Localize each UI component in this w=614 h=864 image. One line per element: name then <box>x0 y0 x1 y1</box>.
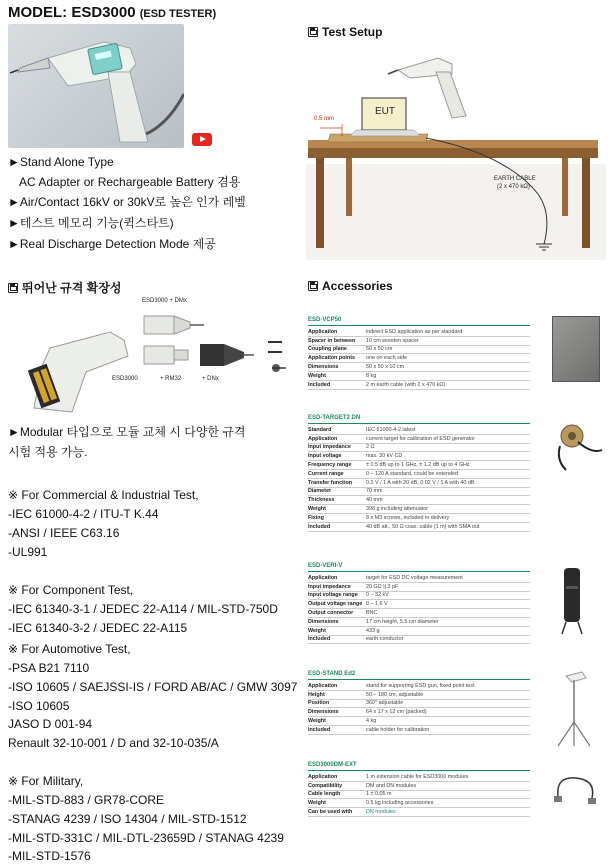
spec-value: 8 kg <box>366 372 377 379</box>
table-row <box>308 435 530 444</box>
table-row <box>308 496 530 505</box>
spec-value: DM and DN modules <box>366 782 417 789</box>
stand-image <box>552 666 596 748</box>
dnx-label: + DNx <box>202 376 219 382</box>
spec-key: Dimensions <box>308 709 339 716</box>
model-name: MODEL: ESD3000 <box>8 4 136 21</box>
spec-key: Input impedance <box>308 583 351 590</box>
spec-key: Included <box>308 726 331 733</box>
spec-value: cable holder for calibration <box>366 726 430 733</box>
rm32-label: + RM32 <box>160 376 182 382</box>
table-row <box>308 488 530 497</box>
spec-key: Input impedance <box>308 444 351 451</box>
module-diagram <box>20 296 290 414</box>
modular-line: 시험 적용 가능. <box>8 445 88 459</box>
spec-value: 4 kg <box>366 718 377 725</box>
gap-label: 0.5 mm <box>314 116 335 122</box>
esd3000-label: ESD3000 <box>112 376 138 382</box>
spec-value: current target for calibration of ESD generator <box>366 435 476 442</box>
spec-value: target for ESD DC voltage measurement <box>366 574 463 581</box>
accessory-name: ESD-VERI-V <box>308 563 530 572</box>
spec-value: 17 cm height, 5.5 cm diameter <box>366 618 439 625</box>
cable-drawing <box>552 770 602 806</box>
standard-line: -ISO 10605 <box>8 699 70 713</box>
extension-cable-image <box>552 770 602 806</box>
spec-key: Application <box>308 682 338 689</box>
table-row <box>308 452 530 461</box>
spec-value: 1 m extension cable for ESD3000 modules <box>366 773 469 780</box>
spec-value: BNC <box>366 610 378 617</box>
spec-key: Input voltage <box>308 453 342 460</box>
table-row <box>308 618 530 627</box>
spec-key: Included <box>308 523 331 530</box>
spec-value: 10 cm wooden spacer <box>366 337 419 344</box>
table-row <box>308 600 530 609</box>
standard-line: JASO D 001-94 <box>8 717 93 731</box>
spec-value: 2 m earth cable (with 2 x 470 kΩ) <box>366 381 446 388</box>
feature-line: AC Adapter or Rechargeable Battery 겸용 <box>19 175 241 189</box>
spec-key: Position <box>308 700 330 707</box>
spec-value: 398 g including attenuator <box>366 506 429 513</box>
table-row <box>308 773 530 782</box>
feature-line: ►Stand Alone Type <box>8 155 114 169</box>
table-row <box>308 372 530 381</box>
feature-line: ►Air/Contact 16kV or 30kV로 높은 인가 레벨 <box>8 195 246 209</box>
standard-line: -MIL-STD-331C / MIL-DTL-23659D / STANAG 4239 <box>8 831 284 845</box>
accessory-table-stand <box>308 671 530 735</box>
table-row <box>308 354 530 363</box>
spec-value: 8 x M3 screws, included in delivery <box>366 514 450 521</box>
standard-line: -IEC 61340-3-1 / JEDEC 22-A114 / MIL-STD-750D <box>8 602 278 616</box>
table-row <box>308 726 530 735</box>
accessory-table-ext-cable <box>308 762 530 817</box>
dmx-label: ESD3000 + DMx <box>142 298 187 304</box>
coupling-plane-image <box>552 316 600 382</box>
target-drawing <box>552 420 606 474</box>
table-row <box>308 514 530 523</box>
modular-line: ►Modular 타입으로 모듈 교체 시 다양한 규격 <box>8 425 246 439</box>
floppy-disk-icon <box>8 283 18 293</box>
spec-key: Cable length <box>308 791 341 798</box>
spec-key: Application <box>308 773 338 780</box>
table-row <box>308 470 530 479</box>
table-row <box>308 346 530 355</box>
spec-key: Input voltage range <box>308 592 358 599</box>
table-row <box>308 328 530 337</box>
spec-key: Dimensions <box>308 618 339 625</box>
spec-key: Height <box>308 691 325 698</box>
spec-key: Weight <box>308 800 326 807</box>
youtube-play-icon[interactable] <box>192 133 212 146</box>
spec-value: 0.5 kg including accessories <box>366 800 434 807</box>
spec-key: Compatibility <box>308 782 343 789</box>
spec-value: 0 – 1.6 V <box>366 601 388 608</box>
standard-line: ※ For Military, <box>8 774 84 788</box>
voltage-target-image <box>552 566 592 638</box>
floppy-disk-icon <box>308 281 318 291</box>
table-row <box>308 700 530 709</box>
table-row <box>308 808 530 817</box>
spec-value: max. 30 kV CD <box>366 453 403 460</box>
table-row <box>308 708 530 717</box>
spec-value: DN modules <box>366 809 396 816</box>
spec-value: 40 dB att., 50 Ω coax. cable (1 m) with SMA out <box>366 523 480 530</box>
spec-key: Output connector <box>308 610 354 617</box>
feature-line: ►테스트 메모리 기능(퀵스타트) <box>8 216 174 230</box>
spec-value: 2 Ω <box>366 444 375 451</box>
spec-value: 50 x 50 cm <box>366 346 393 353</box>
spec-key: Application <box>308 574 338 581</box>
spec-key: Frequency range <box>308 462 352 469</box>
spec-key: Spacer in between <box>308 337 356 344</box>
accessory-table-veri-v <box>308 563 530 644</box>
test-setup-diagram <box>306 44 606 260</box>
esd-gun-image <box>8 24 184 148</box>
spec-value: one on each side <box>366 355 408 362</box>
standard-line: ※ For Commercial & Industrial Test, <box>8 488 199 502</box>
section-heading-accessories <box>308 279 393 293</box>
accessory-name: ESD-STAND Ed2 <box>308 671 530 680</box>
spec-key: Thickness <box>308 497 335 504</box>
table-row <box>308 627 530 636</box>
spec-value: 433 g <box>366 627 380 634</box>
table-row <box>308 381 530 390</box>
spec-key: Weight <box>308 372 326 379</box>
table-row <box>308 479 530 488</box>
accessory-name: ESD3000DM-EXT <box>308 762 530 771</box>
standard-line: ※ For Automotive Test, <box>8 642 131 656</box>
accessory-table-vcp50 <box>308 317 530 390</box>
spec-value: ± 0.5 dB up to 1 GHz, ± 1.2 dB up to 4 GHz <box>366 462 470 469</box>
spec-key: Included <box>308 381 331 388</box>
standard-line: -STANAG 4239 / ISO 14304 / MIL-STD-1512 <box>8 812 247 826</box>
spec-value: IEC 61000-4-2 latest <box>366 426 416 433</box>
standard-line: ※ For Component Test, <box>8 583 134 597</box>
standard-line: -ISO 10605 / SAEJSSI-IS / FORD AB/AC / GMW 3097 <box>8 680 298 694</box>
table-row <box>308 682 530 691</box>
spec-key: Application <box>308 435 338 442</box>
section-title: Test Setup <box>322 25 383 39</box>
spec-key: Weight <box>308 718 326 725</box>
table-row <box>308 574 530 583</box>
spec-value: 0.2 V / 1 A with 20 dB, 0.02 V / 1 A with 40 dB <box>366 479 475 486</box>
model-subtitle: (ESD TESTER) <box>139 8 217 20</box>
test-setup-drawing <box>306 44 606 260</box>
spec-key: Application <box>308 328 338 335</box>
table-row <box>308 592 530 601</box>
spec-key: Included <box>308 636 331 643</box>
spec-key: Standard <box>308 426 332 433</box>
table-row <box>308 337 530 346</box>
stand-drawing <box>552 666 596 748</box>
modules-drawing <box>20 296 290 414</box>
table-row <box>308 523 530 532</box>
spec-key: Can be used with <box>308 809 353 816</box>
spec-key: Coupling plane <box>308 346 347 353</box>
table-row <box>308 782 530 791</box>
table-row <box>308 426 530 435</box>
spec-value: 1 ± 0.05 m <box>366 791 392 798</box>
spec-value: 20 GΩ || 3 pF <box>366 583 399 590</box>
accessory-table-target2 <box>308 415 530 532</box>
current-target-image <box>552 420 606 474</box>
spec-key: Diameter <box>308 488 332 495</box>
accessory-name: ESD-VCP50 <box>308 317 530 326</box>
spec-key: Transfer function <box>308 479 353 486</box>
spec-key: Application points <box>308 355 356 362</box>
spec-key: Fixing <box>308 514 324 521</box>
spec-value: 64 x 17 x 12 cm (packed) <box>366 709 427 716</box>
section-heading-spec <box>8 279 121 296</box>
earth-cable-label: EARTH CABLE <box>494 176 536 182</box>
earth-cable-value: (2 x 470 kΩ) <box>497 184 530 190</box>
table-row <box>308 609 530 618</box>
table-row <box>308 717 530 726</box>
standard-line: -IEC 61340-3-2 / JEDEC 22-A115 <box>8 621 188 635</box>
spec-key: Weight <box>308 627 326 634</box>
veri-v-drawing <box>552 566 592 638</box>
product-photo <box>8 24 184 148</box>
spec-value: 50 – 180 cm, adjustable <box>366 691 424 698</box>
standard-line: -IEC 61000-4-2 / ITU-T K.44 <box>8 507 159 521</box>
spec-value: 70 mm <box>366 488 383 495</box>
floppy-disk-icon <box>308 27 318 37</box>
eut-label: EUT <box>375 106 395 117</box>
page-title <box>8 4 216 21</box>
table-row <box>308 444 530 453</box>
table-row <box>308 791 530 800</box>
spec-key: Dimensions <box>308 364 339 371</box>
spec-value: 0 – 32 kV <box>366 592 389 599</box>
spec-value: stand for supporting ESD gun, fixed point test <box>366 682 475 689</box>
table-row <box>308 583 530 592</box>
standard-line: -PSA B21 7110 <box>8 661 90 675</box>
table-row <box>308 636 530 645</box>
table-row <box>308 363 530 372</box>
section-title: 뛰어난 규격 확장성 <box>22 281 122 295</box>
spec-key: Output voltage range <box>308 601 363 608</box>
spec-key: Current range <box>308 470 344 477</box>
standard-line: Renault 32-10-001 / D and 32-10-035/A <box>8 736 219 750</box>
spec-value: 0 – 120 A standard, could be extended <box>366 470 459 477</box>
spec-value: 360° adjustable <box>366 700 404 707</box>
table-row <box>308 461 530 470</box>
spec-value: earth conductor <box>366 636 404 643</box>
spec-value: 50 x 50 x 10 cm <box>366 364 405 371</box>
table-row <box>308 691 530 700</box>
standard-line: -MIL-STD-883 / GR78-CORE <box>8 793 165 807</box>
section-title: Accessories <box>322 279 393 293</box>
table-row <box>308 505 530 514</box>
spec-value: indirect ESD application as per standard <box>366 328 463 335</box>
standard-line: -MIL-STD-1576 <box>8 849 91 863</box>
standard-line: -ANSI / IEEE C63.16 <box>8 526 120 540</box>
table-row <box>308 799 530 808</box>
accessory-name: ESD-TARGET2 DN <box>308 415 530 424</box>
section-heading-test-setup <box>308 25 382 39</box>
standard-line: -UL991 <box>8 545 48 559</box>
spec-key: Weight <box>308 506 326 513</box>
spec-value: 40 mm <box>366 497 383 504</box>
feature-line: ►Real Discharge Detection Mode 제공 <box>8 237 216 251</box>
